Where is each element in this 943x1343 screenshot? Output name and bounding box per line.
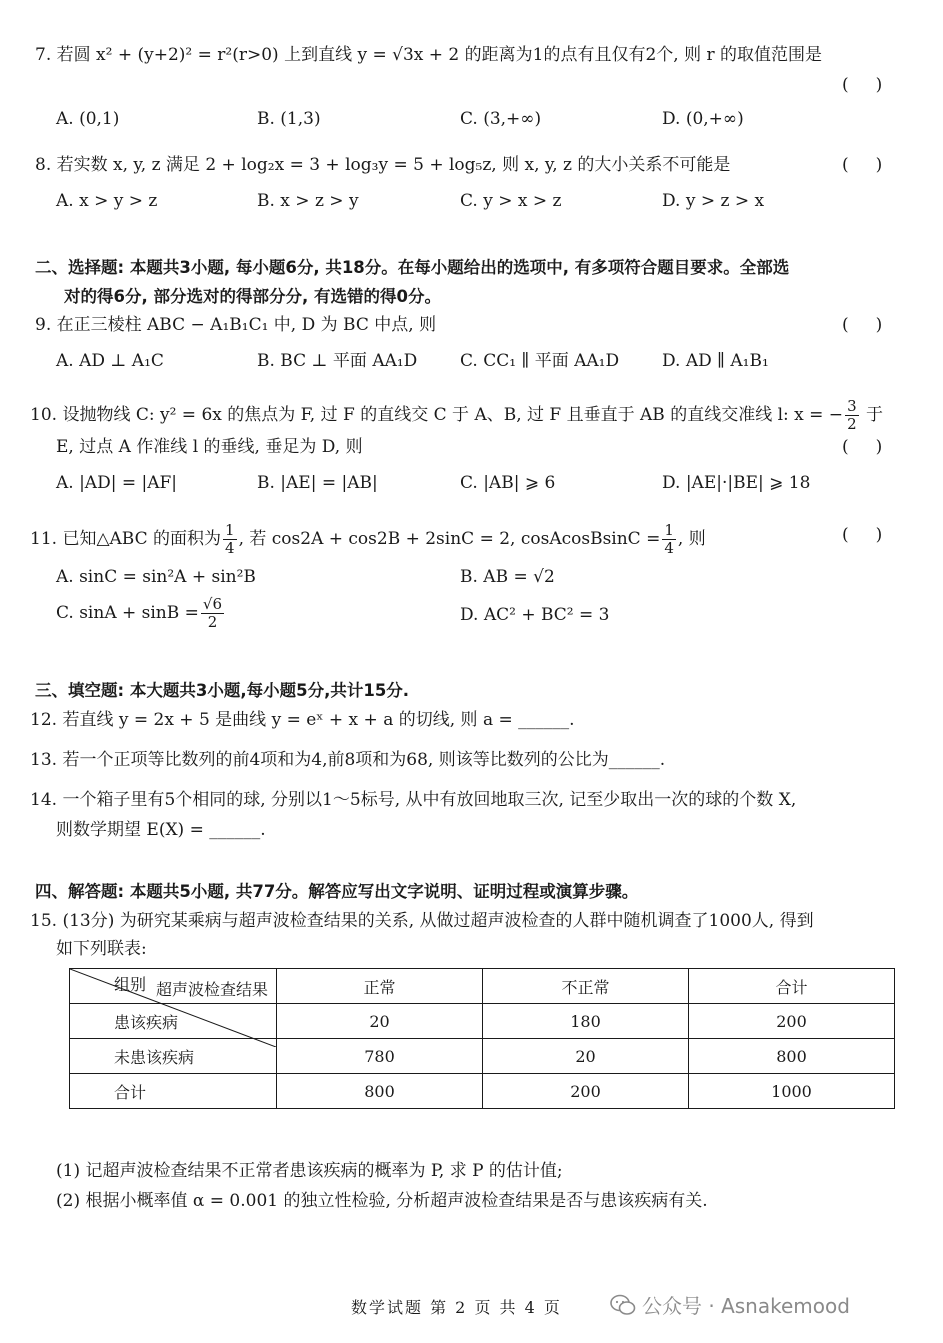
row-label: 合计 bbox=[70, 1074, 277, 1109]
q12: 12. 若直线 y = 2x + 5 是曲线 y = eˣ + x + a 的切线, 则 a = ______. bbox=[30, 710, 575, 730]
q10-option-a: A. |AD| = |AF| bbox=[56, 473, 178, 493]
section-2-heading-cont: 对的得6分, 部分选对的得部分分, 有选错的得0分。 bbox=[64, 287, 441, 306]
page-footer: 数学试题 第 2 页 共 4 页 bbox=[351, 1298, 562, 1317]
q11-stem-a: 11. 已知△ABC 的面积为 bbox=[30, 529, 222, 549]
q9-option-b: B. BC ⊥ 平面 AA₁D bbox=[257, 351, 418, 371]
q9-option-d: D. AD ∥ A₁B₁ bbox=[662, 351, 769, 371]
watermark bbox=[610, 1290, 850, 1319]
q15-sub1: (1) 记超声波检查结果不正常者患该疾病的概率为 P, 求 P 的估计值; bbox=[56, 1161, 563, 1181]
q8-stem: 8. 若实数 x, y, z 满足 2 + log₂x = 3 + log₃y = 5 + log₅z, 则 x, y, z 的大小关系不可能是 bbox=[35, 155, 731, 175]
q8-answer-paren: ( ) bbox=[842, 155, 883, 175]
q11-option-d: D. AC² + BC² = 3 bbox=[460, 605, 610, 625]
q11-fraction-1 bbox=[223, 522, 237, 557]
q8-option-b: B. x > z > y bbox=[257, 191, 359, 211]
table-cell: 800 bbox=[689, 1039, 895, 1074]
table-cell: 180 bbox=[483, 1004, 689, 1039]
q15-line1: 15. (13分) 为研究某乘病与超声波检查结果的关系, 从做过超声波检查的人群中随机调查了1000人, 得到 bbox=[30, 911, 814, 931]
table-corner-cell bbox=[70, 969, 277, 1004]
section-3-heading: 三、填空题: 本大题共3小题,每小题5分,共计15分. bbox=[35, 681, 410, 700]
q11-f2-num: 1 bbox=[664, 521, 674, 539]
q10-frac-num: 3 bbox=[847, 397, 857, 415]
q8-option-a: A. x > y > z bbox=[56, 191, 158, 211]
q8-option-d: D. y > z > x bbox=[662, 191, 765, 211]
section-4-heading: 四、解答题: 本题共5小题, 共77分。解答应写出文字说明、证明过程或演算步骤。 bbox=[35, 882, 639, 901]
q11-option-a: A. sinC = sin²A + sin²B bbox=[56, 567, 256, 587]
watermark-text: 公众号 · Asnakemood bbox=[642, 1294, 850, 1318]
table-cell: 800 bbox=[277, 1074, 483, 1109]
corner-top-label: 超声波检查结果 bbox=[155, 980, 268, 999]
q10-option-b: B. |AE| = |AB| bbox=[257, 473, 378, 493]
table-cell: 1000 bbox=[689, 1074, 895, 1109]
q11-optc-den: 2 bbox=[207, 613, 218, 631]
row-label: 患该疾病 bbox=[70, 1004, 277, 1039]
q9-answer-paren: ( ) bbox=[842, 315, 883, 335]
q11-answer-paren: ( ) bbox=[842, 525, 883, 545]
q9-stem: 9. 在正三棱柱 ABC − A₁B₁C₁ 中, D 为 BC 中点, 则 bbox=[35, 315, 437, 335]
q11-stem-b: , 若 cos2A + cos2B + 2sinC = 2, cosAcosBsinC = bbox=[238, 529, 661, 549]
q13: 13. 若一个正项等比数列的前4项和为4,前8项和为68, 则该等比数列的公比为______. bbox=[30, 750, 666, 770]
header-normal: 正常 bbox=[277, 969, 483, 1004]
q14-line1: 14. 一个箱子里有5个相同的球, 分别以1～5标号, 从中有放回地取三次, 记至少取出一次的球的个数 X, bbox=[30, 790, 797, 810]
contingency-table bbox=[69, 968, 895, 1109]
q9-option-a: A. AD ⊥ A₁C bbox=[56, 351, 164, 371]
corner-bottom-label: 组别 bbox=[114, 975, 147, 994]
q7-option-c: C. (3,+∞) bbox=[460, 109, 542, 129]
q10-option-d: D. |AE|·|BE| ⩾ 18 bbox=[662, 473, 811, 493]
q15-line2: 如下列联表: bbox=[56, 939, 147, 959]
q10-option-c: C. |AB| ⩾ 6 bbox=[460, 473, 556, 493]
q7-option-b: B. (1,3) bbox=[257, 109, 321, 129]
table-cell: 20 bbox=[277, 1004, 483, 1039]
q7-option-d: D. (0,+∞) bbox=[662, 109, 744, 129]
q10-stem-line1 bbox=[30, 398, 883, 433]
q15-sub2: (2) 根据小概率值 α = 0.001 的独立性检验, 分析超声波检查结果是否与患该疾病有关. bbox=[56, 1191, 708, 1211]
q11-f1-den: 4 bbox=[225, 539, 235, 557]
table-cell: 200 bbox=[689, 1004, 895, 1039]
table-cell: 200 bbox=[483, 1074, 689, 1109]
section-2-heading: 二、选择题: 本题共3小题, 每小题6分, 共18分。在每小题给出的选项中, 有多项符合题目要求。全部选 bbox=[35, 258, 790, 277]
q9-option-c: C. CC₁ ∥ 平面 AA₁D bbox=[460, 351, 620, 371]
q11-stem bbox=[30, 522, 706, 557]
q10-stem-text: 10. 设抛物线 C: y² = 6x 的焦点为 F, 过 F 的直线交 C 于 A、B, 过 F 且垂直于 AB 的直线交准线 l: x = − bbox=[30, 405, 844, 425]
q7-option-a: A. (0,1) bbox=[56, 109, 120, 129]
q11-optc-num: √6 bbox=[202, 595, 223, 613]
table-cell: 20 bbox=[483, 1039, 689, 1074]
q10-stem-line2: E, 过点 A 作准线 l 的垂线, 垂足为 D, 则 bbox=[56, 437, 363, 457]
q11-option-c-text: C. sinA + sinB = bbox=[56, 603, 199, 623]
q11-fraction-2 bbox=[662, 522, 676, 557]
table-header-row bbox=[70, 969, 895, 1004]
q10-frac-den: 2 bbox=[847, 415, 857, 433]
q11-f1-num: 1 bbox=[225, 521, 235, 539]
q8-option-c: C. y > x > z bbox=[460, 191, 562, 211]
q14-line2: 则数学期望 E(X) = ______. bbox=[56, 820, 266, 840]
q11-option-b: B. AB = √2 bbox=[460, 567, 555, 587]
wechat-icon bbox=[610, 1294, 636, 1316]
header-abnormal: 不正常 bbox=[483, 969, 689, 1004]
q11-stem-c: , 则 bbox=[677, 529, 706, 549]
row-label: 未患该疾病 bbox=[70, 1039, 277, 1074]
q11-f2-den: 4 bbox=[664, 539, 674, 557]
table-row bbox=[70, 1074, 895, 1109]
q7-answer-paren: ( ) bbox=[842, 75, 883, 95]
q11-option-c-fraction bbox=[201, 596, 224, 631]
q10-fraction bbox=[845, 398, 859, 433]
q11-option-c bbox=[56, 596, 226, 631]
q10-stem-tail: 于 bbox=[860, 405, 884, 425]
table-cell: 780 bbox=[277, 1039, 483, 1074]
header-total: 合计 bbox=[689, 969, 895, 1004]
q7-stem: 7. 若圆 x² + (y+2)² = r²(r>0) 上到直线 y = √3x + 2 的距离为1的点有且仅有2个, 则 r 的取值范围是 bbox=[35, 45, 823, 65]
q10-answer-paren: ( ) bbox=[842, 437, 883, 457]
